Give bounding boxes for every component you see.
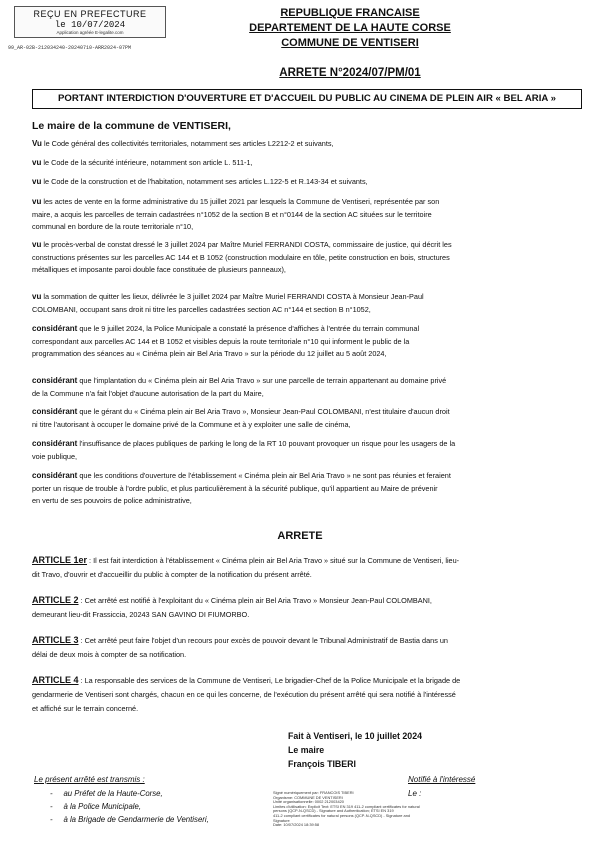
arrete-heading: ARRETE xyxy=(277,530,323,542)
esig-line: Signature xyxy=(273,817,290,823)
considerant-text: ni titre l'autorisant à occuper le domaine privé de la Commune et à y exploiter une salle de cinéma, xyxy=(32,419,351,429)
considerant-text: que le 9 juillet 2024, la Police Municipale a constaté la présence d'affiches à l'entrée du terrain communal xyxy=(79,324,420,333)
considerant-text: programmation des séances au « Cinéma plein air Bel Aria Travo » sur la période du 12 juillet au 5 août 2024, xyxy=(32,349,387,358)
visa-keyword: vu xyxy=(32,240,42,249)
recipient-text: au Préfet de la Haute-Corse, xyxy=(63,789,163,798)
esig-line: Limites d'utilisation: Explicit Text: ETSI EN 319 411-2 compliant certificates for natural xyxy=(273,803,420,809)
subject-box xyxy=(32,89,582,109)
visa-keyword: vu xyxy=(32,197,42,206)
esig-line: Signé numériquement par: FRANCOIS TIBERI xyxy=(273,790,354,795)
esig-line: Date: 10/07/2024 18:39:58 xyxy=(273,822,320,828)
considerant-keyword: considérant xyxy=(32,376,78,385)
article-label: ARTICLE 2 xyxy=(32,595,79,605)
visa-text: le Code de la sécurité intérieure, notamment son article L. 511-1, xyxy=(43,158,253,167)
article-label: ARTICLE 1er xyxy=(32,555,88,565)
recipient: - à la Police Municipale, xyxy=(50,802,142,811)
visa-text: les actes de vente en la forme administrative du 15 juillet 2021 par lesquels la Commune de Ventiseri, représentée par son xyxy=(43,197,440,206)
visa-text: communal en bordure de la route territoriale n°10, xyxy=(32,222,194,231)
stamp-date: le 10/07/2024 xyxy=(54,20,126,30)
visa-keyword: Vu xyxy=(32,139,42,148)
article-text: délai de deux mois à compter de sa notification. xyxy=(32,650,187,659)
electronic-signature xyxy=(273,791,483,828)
article-text: : Cet arrêté est notifié à l'exploitant du « Cinéma plein air Bel Aria Travo » Monsieur Jean-Paul COLOMBANI, xyxy=(80,596,432,605)
considerant-keyword: considérant xyxy=(32,407,78,416)
recipient: - au Préfet de la Haute-Corse, xyxy=(50,789,163,798)
considerant-text: que les conditions d'ouverture de l'établissement « Cinéma plein air Bel Aria Travo » ne sont pas réunies et feraient xyxy=(79,471,451,480)
visa-text: COLOMBANI, occupant sans droit ni titre les parcelles cadastrées section AC n°144 et section B n°1052, xyxy=(32,304,371,314)
considerant-text: correspondant aux parcelles AC 144 et B 1052 et visibles depuis la route territoriale n°10 qui informent le public de la xyxy=(32,336,410,346)
signature-role: Le maire xyxy=(288,745,325,755)
article-label: ARTICLE 4 xyxy=(32,675,79,685)
visa-text: le Code général des collectivités territoriales, notamment ses articles L2212-2 et suivants, xyxy=(43,139,334,148)
header-commune: COMMUNE DE VENTISERI xyxy=(281,37,419,49)
article-text: : Cet arrêté peut faire l'objet d'un recours pour excès de pouvoir devant le Tribunal Administratif de Bastia dans un xyxy=(80,636,448,645)
article-text: : La responsable des services de la Commune de Ventiseri, Le brigadier-Chef de la Police Municipale et la brigade de xyxy=(80,676,461,685)
considerant-text: que l'implantation du « Cinéma plein air Bel Aria Travo » sur une parcelle de terrain appartenant au domaine privé xyxy=(79,376,447,385)
article-text: et affiché sur le terrain concerné. xyxy=(32,704,139,713)
article-text: gendarmerie de Ventiseri sont chargés, chacun en ce qui les concerne, de l'exécution du présent arrêté qui sera notifié à l'intéressé xyxy=(32,690,456,699)
visa-text: le procès-verbal de constat dressé le 3 juillet 2024 par Maître Muriel FERRANDI COSTA, commissaire de justice, qui décrit les xyxy=(43,240,452,249)
recipient-text: à la Police Municipale, xyxy=(63,802,142,811)
article-text: demeurant lieu-dit Frassiccia, 20243 SAN GAVINO DI FIUMORBO. xyxy=(32,610,250,619)
considerant-text: porter un risque de trouble à l'ordre public, et plus particulièrement à la sécurité publique, qu'il appartient au Maire de prévenir xyxy=(32,483,438,493)
considerant-keyword: considérant xyxy=(32,439,78,448)
notification-date: Le : xyxy=(408,789,422,798)
considerant-text: que le gérant du « Cinéma plein air Bel Aria Travo », Monsieur Jean-Paul COLOMBANI, n'est titulaire d'aucun droit xyxy=(79,407,450,416)
stamp-title: REÇU EN PREFECTURE xyxy=(33,9,147,19)
esig-line: Organisme: COMMUNE DE VENTISERI xyxy=(273,794,343,800)
esig-line: 411-2 compliant certificates for natural persons (QCP-N-QSCD) - Signature and xyxy=(273,812,411,818)
notification-title: Notifié à l'intéressé xyxy=(408,775,476,784)
esig-line: Unité organisationnelle: 0002 212003420 xyxy=(273,799,344,805)
visa-keyword: vu xyxy=(32,158,42,167)
considerant-text: en vertu de ses pouvoirs de police administrative, xyxy=(32,496,192,505)
arrete-number: ARRETE N°2024/07/PM/01 xyxy=(279,67,421,79)
signature-name: François TIBERI xyxy=(288,759,356,769)
recipient: - à la Brigade de Gendarmerie de Ventiseri, xyxy=(50,815,209,824)
transmis-title: Le présent arrêté est transmis : xyxy=(34,775,145,784)
signature-place-date: Fait à Ventiseri, le 10 juillet 2024 xyxy=(288,731,422,741)
visa-text: constructions présentes sur les parcelles AC 144 et B 1052 (construction modulaire en tôle, petite construction en bois, structures xyxy=(32,252,450,262)
header-republic: REPUBLIQUE FRANCAISE xyxy=(280,7,420,19)
esig-line: persons (QCP-N-QSCD) - Signature and Authentication; ETSI EN 319 xyxy=(273,808,394,814)
visa-text: la sommation de quitter les lieux, délivrée le 3 juillet 2024 par Maître Muriel FERRANDI COSTA à Monsieur Jean-Paul xyxy=(43,292,424,301)
visa-keyword: vu xyxy=(32,292,42,301)
visa-text: maire, a acquis les parcelles de terrain cadastrées n°1052 de la section B et n°0144 de la section AC situées sur le territoire xyxy=(32,209,432,219)
stamp-application: Application agréée E-legalite.com xyxy=(56,30,124,35)
considerant-keyword: considérant xyxy=(32,324,78,333)
considerant-text: voie publique, xyxy=(32,451,78,461)
considerant-keyword: considérant xyxy=(32,471,78,480)
mayor-line: Le maire de la commune de VENTISERI, xyxy=(32,120,231,132)
article-text: dit Travo, d'ouvrir et d'accueillir du public à compter de la notification du présent arrêté. xyxy=(32,570,312,579)
header-department: DEPARTEMENT DE LA HAUTE CORSE xyxy=(249,22,451,34)
prefecture-stamp xyxy=(14,6,166,38)
stamp-id: 99_AR-02B-212034240-20240710-ARR2024-07PM xyxy=(8,45,132,51)
article-text: : Il est fait interdiction à l'établissement « Cinéma plein air Bel Aria Travo » situé sur la Commune de Ventiseri, lieu- xyxy=(89,556,460,565)
visa-text: le Code de la construction et de l'habitation, notamment ses articles L.122-5 et R.143-34 et suivants, xyxy=(43,177,368,186)
considerant-text: de la Commune n'a fait l'objet d'aucune autorisation de la part du Maire, xyxy=(32,388,264,398)
considerant-text: l'insuffisance de places publiques de parking le long de la RT 10 pouvant provoquer un risque pour les usagers de la xyxy=(79,439,456,448)
article-label: ARTICLE 3 xyxy=(32,635,79,645)
arrete-subject: PORTANT INTERDICTION D'OUVERTURE ET D'ACCUEIL DU PUBLIC AU CINEMA DE PLEIN AIR « BEL ARIA » xyxy=(58,93,556,104)
visa-keyword: vu xyxy=(32,177,42,186)
recipient-text: à la Brigade de Gendarmerie de Ventiseri, xyxy=(63,815,209,824)
visa-text: métalliques et imposante paroi double face constituée de plusieurs panneaux), xyxy=(32,265,286,274)
